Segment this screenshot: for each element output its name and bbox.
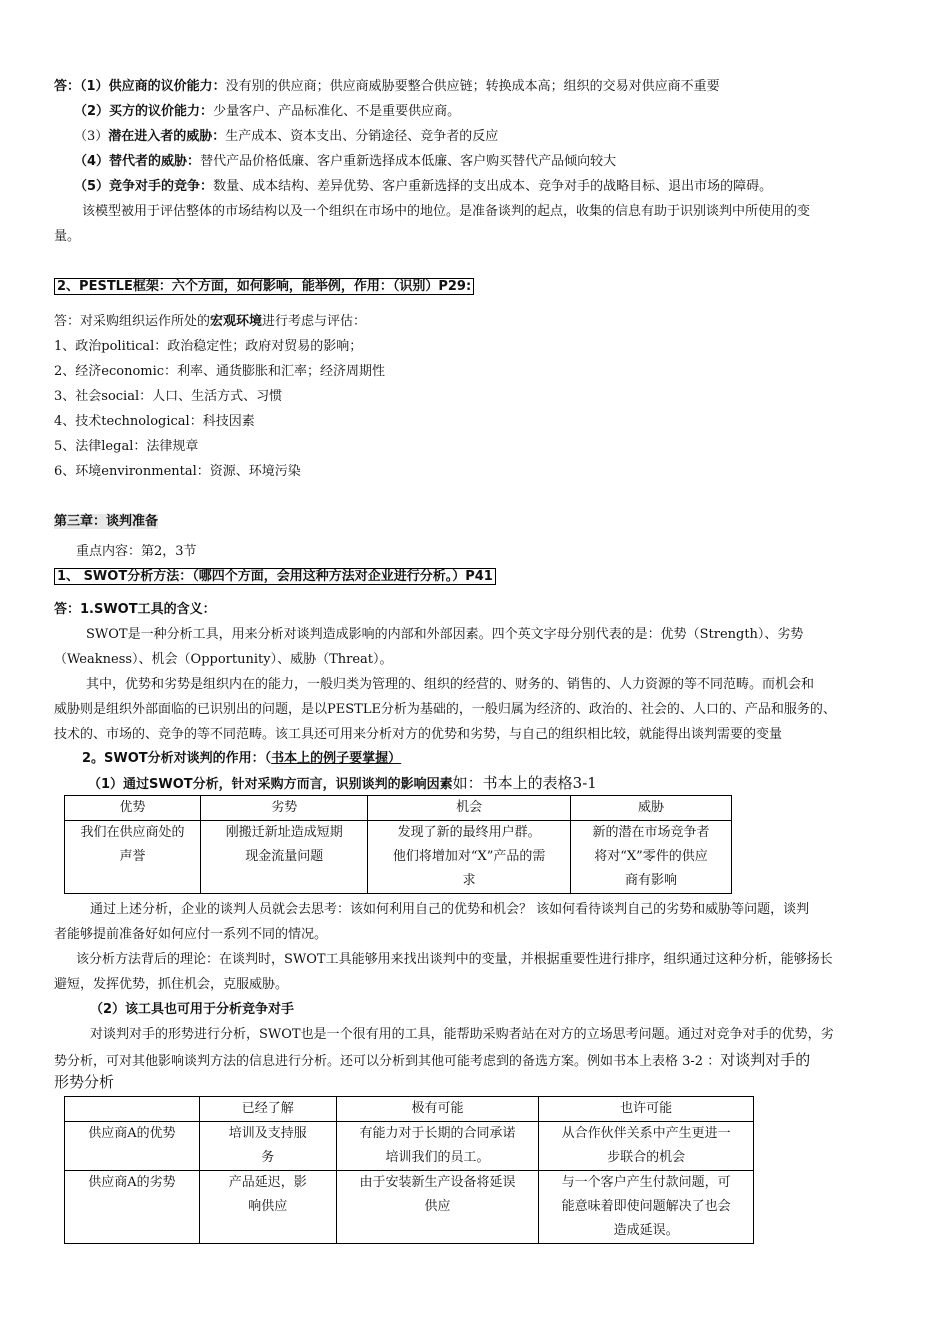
swot-para2-line1: 其中，优势和劣势是组织内在的能力，一般归类为管理的、组织的经营的、财务的、销售的、人力资源的等不同范畴。而机会和 [86,677,815,692]
swot-sub2: （2）该工具也可用于分析竞争对手 [90,1002,295,1017]
answer-item-1: 答：（1）供应商的议价能力：没有别的供应商；供应商威胁要整合供应链；转换成本高；组织的交易对供应商不重要 [54,79,720,94]
table-row [65,821,732,894]
table-cell: 从合作伙伴关系中产生更进一 步联合的机会 [539,1122,754,1171]
table-row [65,1171,754,1244]
key-content: 重点内容：第2，3节 [76,544,197,559]
swot-meaning-heading: 答：1.SWOT工具的含义： [54,602,216,617]
table-row-label: 供应商A的劣势 [65,1171,200,1244]
table-cell-weakness: 刚搬迁新址造成短期 现金流量问题 [201,821,368,894]
swot-sub1: （1）通过SWOT分析，针对采购方而言，识别谈判的影响因素如：书本上的表格3-1 [88,774,597,792]
table-cell-threat: 新的潜在市场竞争者 将对“X”零件的供应 商有影响 [570,821,731,894]
table-cell-strength: 我们在供应商处的 声誉 [65,821,201,894]
table-header-cell: 威胁 [570,796,731,821]
swot-role-heading: 2。SWOT分析对谈判的作用：（书本上的例子要掌握） [82,751,402,766]
answer-item-4: （4）替代者的威胁：替代产品价格低廉、客户重新选择成本低廉、客户购买替代产品倾向较大 [74,154,617,169]
table-header-row [65,796,732,821]
table-cell: 与一个客户产生付款问题，可 能意味着即使问题解决了也会 造成延误。 [539,1171,754,1244]
summary-line-2: 量。 [54,229,81,244]
table-cell-opportunity: 发现了新的最终用户群。 他们将增加对“X”产品的需 求 [368,821,571,894]
table-header-cell [65,1097,200,1122]
swot-heading: 1、 SWOT分析方法：（哪四个方面，会用这种方法对企业进行分析。）P41 [54,568,904,586]
swot-table-3-2 [64,1096,754,1244]
answer-item-2: （2）买方的议价能力：少量客户、产品标准化、不是重要供应商。 [74,104,461,119]
pestle-item-political: 1、政治political：政治稳定性；政府对贸易的影响； [54,339,363,354]
answer-item-5: （5）竞争对手的竞争：数量、成本结构、差异优势、客户重新选择的支出成本、竞争对手的战略目标、退出市场的障碍。 [74,179,773,194]
para3-line1: 通过上述分析，企业的谈判人员就会去思考：该如何利用自己的优势和机会？ 该如何看待谈判自己的劣势和威胁等问题，谈判 [90,902,810,917]
para4-line1: 该分析方法背后的理论：在谈判时，SWOT工具能够用来找出谈判中的变量，并根据重要性进行排序，组织通过这种分析，能够扬长 [76,952,833,967]
swot-para2-line3: 技术的、市场的、竞争的等不同范畴。该工具还可用来分析对方的优势和劣势，与自己的组织相比较，就能得出谈判需要的变量 [54,727,783,742]
table-header-cell: 劣势 [201,796,368,821]
table-header-cell: 也许可能 [539,1097,754,1122]
pestle-heading: 2、PESTLE框架：六个方面，如何影响，能举例，作用：（识别）P29: [54,278,904,296]
table-header-cell: 已经了解 [199,1097,336,1122]
swot-para1-line2: （Weakness）、机会（Opportunity）、威胁（Threat）。 [54,652,393,667]
para5-line3: 形势分析 [54,1073,115,1091]
para5-line2: 势分析，可对其他影响谈判方法的信息进行分析。还可以分析到其他可能考虑到的备选方案。例如书本上表格 3-2 ：对谈判对手的 [54,1051,811,1069]
pestle-item-economic: 2、经济economic：利率、通货膨胀和汇率；经济周期性 [54,364,386,379]
table-cell: 由于安装新生产设备将延误 供应 [336,1171,539,1244]
table-row-label: 供应商A的优势 [65,1122,200,1171]
pestle-item-legal: 5、法律legal：法律规章 [54,439,199,454]
table-header-row [65,1097,754,1122]
chapter-title: 第三章：谈判准备 [54,514,159,529]
table-header-cell: 优势 [65,796,201,821]
table-header-cell: 机会 [368,796,571,821]
table-row [65,1122,754,1171]
pestle-item-technological: 4、技术technological：科技因素 [54,414,255,429]
para3-line2: 者能够提前准备好如何应付一系列不同的情况。 [54,927,328,942]
para5-line1: 对谈判对手的形势进行分析，SWOT也是一个很有用的工具，能帮助采购者站在对方的立场思考问题。通过对竞争对手的优势，劣 [90,1027,834,1042]
answer-item-3: （3）潜在进入者的威胁：生产成本、资本支出、分销途径、竞争者的反应 [74,129,499,144]
answer-prefix: 答： [54,79,81,94]
swot-para2-line2: 威胁则是组织外部面临的已识别出的问题，是以PESTLE分析为基础的，一般归属为经济的、政治的、社会的、人口的、产品和服务的、 [54,702,836,717]
pestle-item-social: 3、社会social：人口、生活方式、习惯 [54,389,283,404]
table-cell: 有能力对于长期的合同承诺 培训我们的员工。 [336,1122,539,1171]
para4-line2: 避短，发挥优势，抓住机会，克服威胁。 [54,977,289,992]
table-cell: 培训及支持服 务 [199,1122,336,1171]
swot-para1-line1: SWOT是一种分析工具，用来分析对谈判造成影响的内部和外部因素。四个英文字母分别代表的是：优势（Strength）、劣势 [86,627,804,642]
pestle-intro: 答：对采购组织运作所处的宏观环境进行考虑与评估： [54,314,367,329]
table-header-cell: 极有可能 [336,1097,539,1122]
table-cell: 产品延迟，影 响供应 [199,1171,336,1244]
pestle-item-environmental: 6、环境environmental：资源、环境污染 [54,464,301,479]
summary-line-1: 该模型被用于评估整体的市场结构以及一个组织在市场中的地位。是准备谈判的起点，收集的信息有助于识别谈判中所使用的变 [82,204,811,219]
swot-table-3-1 [64,795,732,894]
